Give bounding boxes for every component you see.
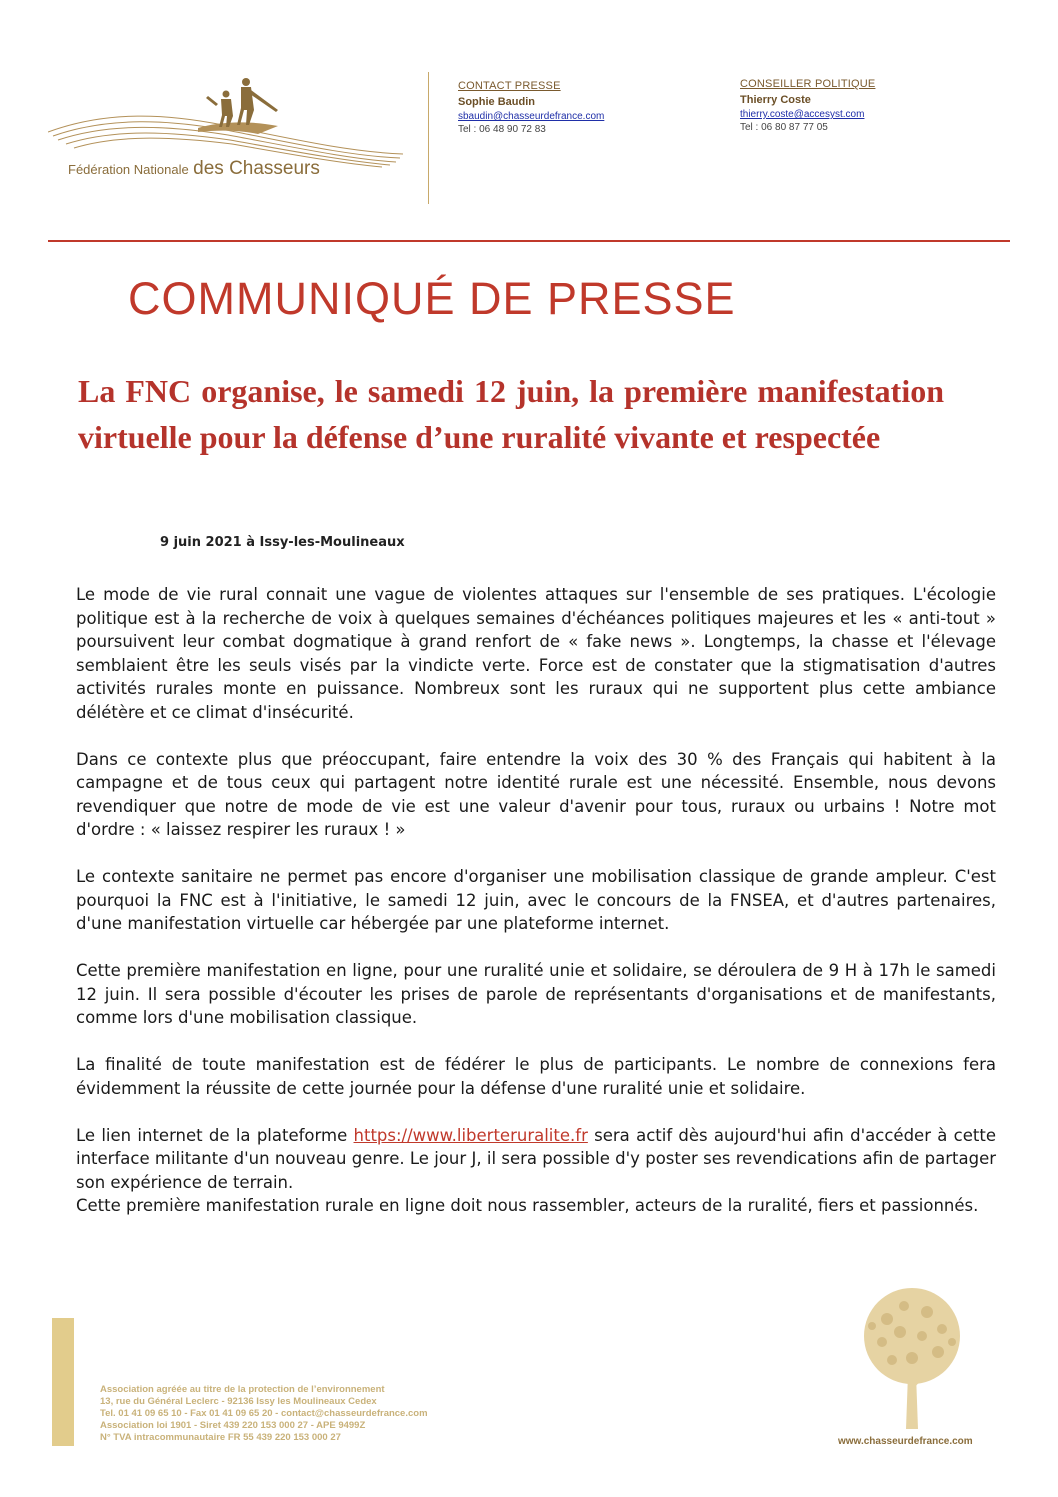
body-paragraph-3: Le contexte sanitaire ne permet pas encore d'organiser une mobilisation classique de grande ampleur. C'est pourquoi la FNC est à l'initiative, le samedi 12 juin, avec le concours de la FNSEA, et d'autres partenaires, d'une manifestation virtuelle car hébergée par une plateforme internet. (76, 867, 996, 933)
political-advisor-block (740, 78, 875, 133)
contact-press-phone: Tel : 06 48 90 72 83 (458, 124, 546, 135)
dateline: 9 juin 2021 à Issy-les-Moulineaux (160, 535, 405, 550)
body-paragraph-4: Cette première manifestation en ligne, pour une ruralité unie et solidaire, se déroulera de 9 H à 17h le samedi 12 juin. Il sera possible d'écouter les prises de parole de représentants d'organisations et de manifestants, comme lors d'une mobilisation classique. (76, 961, 996, 1027)
header-divider (48, 240, 1010, 242)
footer-line: N° TVA intracommunautaire FR 55 439 220 153 000 27 (100, 1432, 341, 1443)
press-release-body (76, 583, 996, 1241)
press-release-headline: La FNC organise, le samedi 12 juin, la première manifestation virtuelle pour la défense d’une ruralité vivante et respectée (78, 373, 944, 455)
footer-line: 13, rue du Général Leclerc - 92136 Issy les Moulineaux Cedex (100, 1396, 377, 1407)
political-advisor-name: Thierry Coste (740, 94, 811, 106)
link-paragraph-before: Le lien internet de la plateforme (76, 1125, 354, 1145)
footer-accent-bar (52, 1318, 74, 1446)
header-vertical-divider (428, 72, 429, 204)
contact-press-email-link[interactable]: sbaudin@chasseurdefrance.com (458, 111, 605, 122)
platform-link[interactable]: https://www.liberteruralite.fr (353, 1125, 588, 1145)
footer-line: Tel. 01 41 09 65 10 - Fax 01 41 09 65 20 - contact@chasseurdefrance.com (100, 1408, 428, 1419)
logo-line-1: Fédération Nationale (68, 162, 189, 177)
contact-press-heading: CONTACT PRESSE (458, 80, 561, 92)
body-paragraph-closing: Cette première manifestation rurale en ligne doit nous rassembler, acteurs de la ruralité, fiers et passionnés. (76, 1196, 979, 1215)
footer-legal-info (100, 1384, 428, 1444)
political-advisor-email-link[interactable]: thierry.coste@accesyst.com (740, 109, 865, 120)
body-paragraph-link (76, 1124, 996, 1195)
body-paragraph-1: Le mode de vie rural connait une vague de violentes attaques sur l'ensemble de ses pratiques. L'écologie politique est à la recherche de voix à quelques semaines d'échéances politiques majeures et les « anti-tout » poursuivent leur combat dogmatique à grand renfort de « fake news ». Longtemps, la chasse et l'élevage semblaient être les seuls visés par la vindicte verte. Force est de constater que la stigmatisation d'autres activités rurales monte en puissance. Nombreux sont les ruraux qui ne supportent plus cette ambiance délétère et ce climat d'insécurité. (76, 585, 996, 722)
footer-line: Association agréée au titre de la protection de l’environnement (100, 1384, 385, 1395)
tree-icon (842, 1284, 982, 1434)
political-advisor-heading: CONSEILLER POLITIQUE (740, 78, 876, 90)
body-paragraph-2: Dans ce contexte plus que préoccupant, faire entendre la voix des 30 % des Français qui habitent à la campagne et de tous ceux qui partagent notre identité rurale est une nécessité. Ensemble, nous devons revendiquer que notre de mode de vie est une valeur d'avenir pour tous, ruraux ou urbains ! Notre mot d'ordre : « laissez respirer les ruraux ! » (76, 749, 996, 839)
footer-line: Association loi 1901 - Siret 439 220 153 000 27 - APE 9499Z (100, 1420, 366, 1431)
document-type-title: COMMUNIQUÉ DE PRESSE (128, 273, 736, 324)
contact-press-name: Sophie Baudin (458, 96, 535, 108)
footer-website[interactable]: www.chasseurdefrance.com (838, 1436, 973, 1447)
logo-wordmark (68, 158, 320, 180)
body-paragraph-5: La finalité de toute manifestation est de fédérer le plus de participants. Le nombre de connexions fera évidemment la réussite de cette journée pour la défense d'une ruralité unie et solidaire. (76, 1055, 996, 1098)
logo-line-2: des Chasseurs (193, 158, 320, 179)
link-paragraph-after: sera actif dès aujourd'hui afin d'accéder à cette interface militante d'un nouveau genre. Le jour J, il sera possible d'y poster ses revendications afin de partager son expérience de terrain. (76, 1125, 996, 1192)
political-advisor-phone: Tel : 06 80 87 77 05 (740, 122, 828, 133)
contact-press-block (458, 80, 604, 135)
